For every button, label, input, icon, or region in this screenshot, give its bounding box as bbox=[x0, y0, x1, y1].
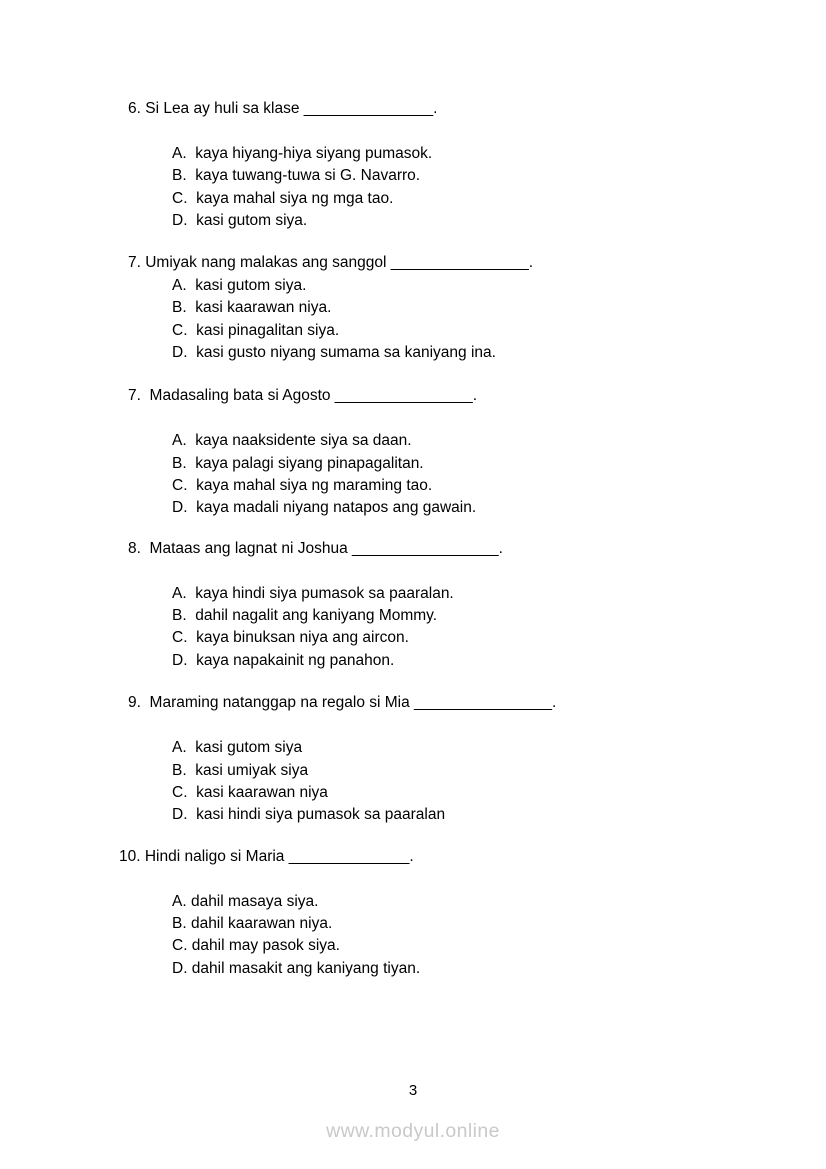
answer-option: A. kasi gutom siya. bbox=[172, 276, 307, 294]
question-header: 10. Hindi naligo si Maria ______________. bbox=[119, 847, 414, 865]
question-header: 7. Madasaling bata si Agosto ________________. bbox=[128, 387, 478, 405]
options-list bbox=[100, 737, 776, 827]
answer-option: C. kaya binuksan niya ang aircon. bbox=[172, 629, 409, 647]
question-10 bbox=[100, 846, 776, 980]
answer-option: D. kaya madali niyang natapos ang gawain. bbox=[172, 499, 477, 517]
answer-option: A. kaya naaksidente siya sa daan. bbox=[172, 432, 412, 450]
question-header: 8. Mataas ang lagnat ni Joshua _________________. bbox=[128, 539, 503, 557]
answer-option: B. kaya palagi siyang pinapagalitan. bbox=[172, 454, 424, 472]
answer-option: B. kaya tuwang-tuwa si G. Navarro. bbox=[172, 167, 421, 185]
answer-option: C. kaya mahal siya ng maraming tao. bbox=[172, 477, 433, 495]
answer-option: D. kasi hindi siya pumasok sa paaralan bbox=[172, 806, 446, 824]
answer-option: A. kaya hindi siya pumasok sa paaralan. bbox=[172, 584, 454, 602]
question-header: 7. Umiyak nang malakas ang sanggol ________________. bbox=[128, 254, 534, 272]
options-list bbox=[100, 891, 776, 981]
answer-option: A. kasi gutom siya bbox=[172, 739, 303, 757]
question-6 bbox=[100, 98, 776, 232]
answer-option: B. dahil nagalit ang kaniyang Mommy. bbox=[172, 607, 438, 625]
options-list bbox=[100, 275, 776, 365]
answer-option: A. kaya hiyang-hiya siyang pumasok. bbox=[172, 144, 433, 162]
answer-option: D. kasi gutom siya. bbox=[172, 212, 308, 230]
answer-option: B. dahil kaarawan niya. bbox=[172, 914, 333, 932]
answer-option: B. kasi umiyak siya bbox=[172, 761, 309, 779]
question-7a bbox=[100, 252, 776, 364]
question-header: 9. Maraming natanggap na regalo si Mia ________________. bbox=[128, 694, 557, 712]
answer-option: C. kasi pinagalitan siya. bbox=[172, 321, 340, 339]
quiz-content bbox=[100, 98, 776, 980]
question-7b bbox=[100, 385, 776, 519]
question-8 bbox=[100, 538, 776, 672]
answer-option: D. kasi gusto niyang sumama sa kaniyang ina. bbox=[172, 344, 496, 362]
answer-option: D. kaya napakainit ng panahon. bbox=[172, 651, 395, 669]
answer-option: B. kasi kaarawan niya. bbox=[172, 299, 332, 317]
answer-option: C. kasi kaarawan niya bbox=[172, 783, 328, 801]
watermark: www.modyul.online bbox=[326, 1120, 500, 1142]
options-list bbox=[100, 430, 776, 520]
answer-option: D. dahil masakit ang kaniyang tiyan. bbox=[172, 959, 421, 977]
options-list bbox=[100, 143, 776, 233]
answer-option: C. kaya mahal siya ng mga tao. bbox=[172, 189, 394, 207]
options-list bbox=[100, 583, 776, 673]
question-header: 6. Si Lea ay huli sa klase _______________. bbox=[128, 100, 438, 117]
page-number: 3 bbox=[408, 1082, 418, 1099]
answer-option: A. dahil masaya siya. bbox=[172, 892, 319, 910]
answer-option: C. dahil may pasok siya. bbox=[172, 937, 340, 955]
question-9 bbox=[100, 692, 776, 826]
